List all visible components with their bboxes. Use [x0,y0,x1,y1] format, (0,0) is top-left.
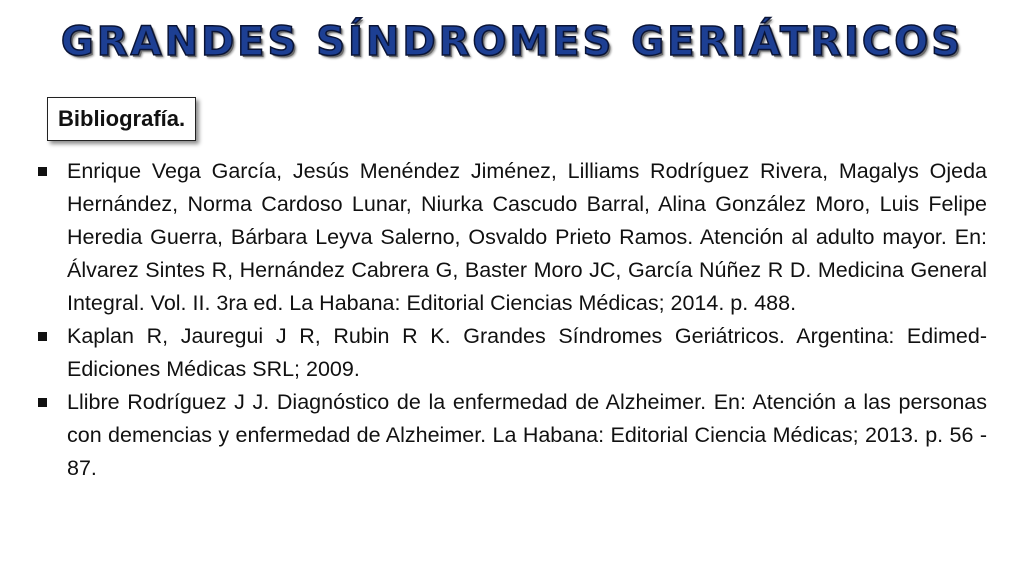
reference-item [34,320,987,386]
reference-text: Kaplan R, Jauregui J R, Rubin R K. Grandes Síndromes Geriátricos. Argentina: Edimed-Ediciones Médicas SRL; 2009. [67,324,987,381]
square-bullet-icon [38,398,47,407]
slide-title: GRANDES SÍNDROMES GERIÁTRICOS [60,19,964,65]
reference-item [34,155,987,320]
reference-text: Llibre Rodríguez J J. Diagnóstico de la enfermedad de Alzheimer. En: Atención a las personas con demencias y enfermedad de Alzheimer. La Habana: Editorial Ciencia Médicas; 2013. p. 56 - 87. [67,390,987,480]
square-bullet-icon [38,167,47,176]
reference-list [34,155,987,485]
square-bullet-icon [38,332,47,341]
bibliography-label: Bibliografía. [47,97,196,141]
reference-text: Enrique Vega García, Jesús Menéndez Jiménez, Lilliams Rodríguez Rivera, Magalys Ojeda Hernández, Norma Cardoso Lunar, Niurka Cascudo Barral, Alina González Moro, Luis Felipe Heredia Guerra, Bárbara Leyva Salerno, Osvaldo Prieto Ramos. Atención al adulto mayor. En: Álvarez Sintes R, Hernández Cabrera G, Baster Moro JC, García Núñez R D. Medicina General Integral. Vol. II. 3ra ed. La Habana: Editorial Ciencias Médicas; 2014. p. 488. [67,159,987,315]
reference-item [34,386,987,485]
